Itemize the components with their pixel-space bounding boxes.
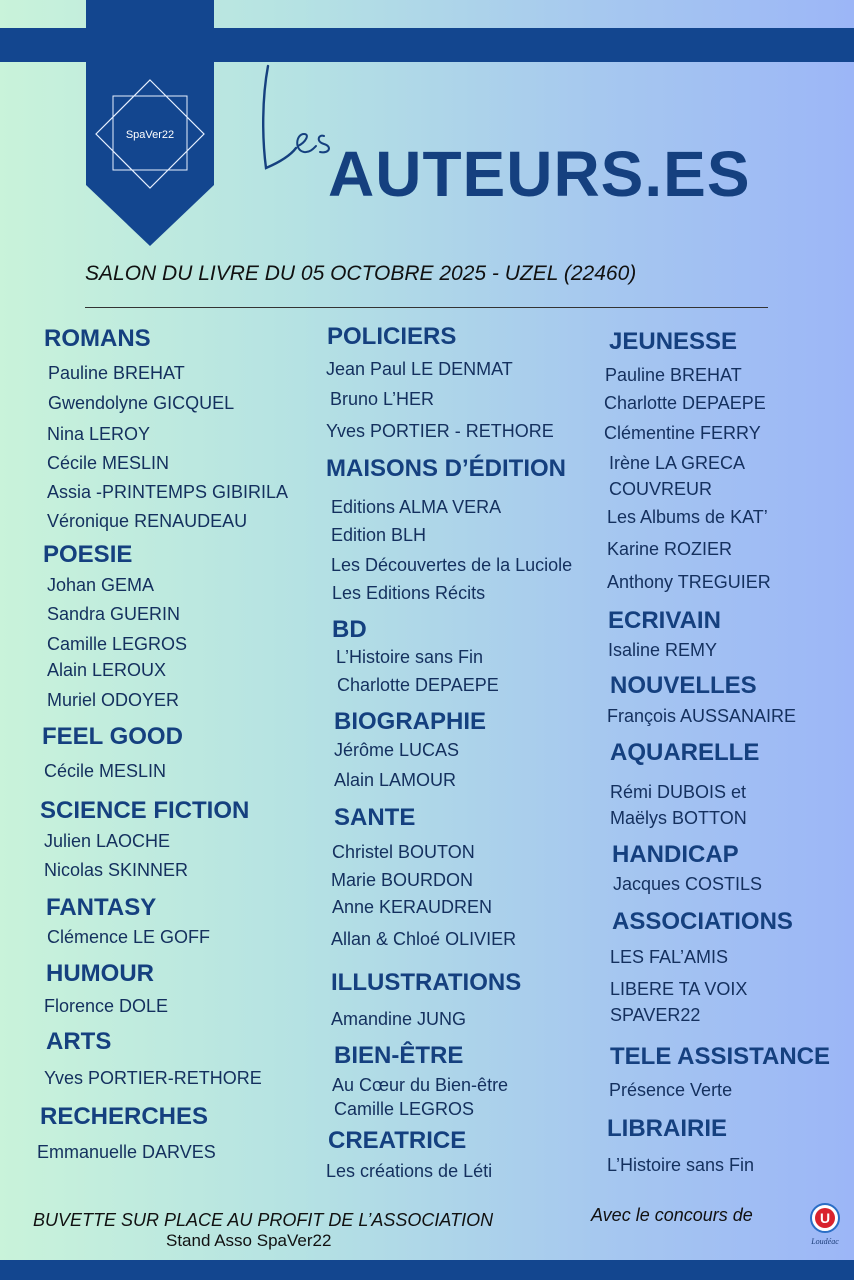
list-item: Florence DOLE bbox=[44, 996, 169, 1016]
heading-creatrice: CREATRICE bbox=[328, 1127, 467, 1154]
sponsor-logo-letter: U bbox=[819, 1210, 831, 1226]
list-item: Cécile MESLIN bbox=[47, 453, 170, 473]
list-item: Anne KERAUDREN bbox=[332, 897, 493, 917]
heading-sante: SANTE bbox=[334, 804, 416, 831]
list-item: Bruno L’HER bbox=[330, 389, 435, 409]
list-item: Alain LAMOUR bbox=[334, 770, 457, 790]
list-item: COUVREUR bbox=[609, 479, 713, 499]
list-item: Les créations de Léti bbox=[326, 1161, 493, 1181]
list-item: LES FAL’AMIS bbox=[610, 947, 729, 967]
heading-biographie: BIOGRAPHIE bbox=[334, 708, 487, 735]
list-item: Au Cœur du Bien-être bbox=[332, 1075, 509, 1095]
list-item: Marie BOURDON bbox=[331, 870, 474, 890]
heading-associations: ASSOCIATIONS bbox=[612, 908, 793, 935]
heading-tele-assistance: TELE ASSISTANCE bbox=[610, 1043, 831, 1070]
heading-ecrivain: ECRIVAIN bbox=[608, 607, 721, 634]
sponsor-logo-town: Loudéac bbox=[811, 1237, 839, 1246]
list-item: Cécile MESLIN bbox=[44, 761, 167, 781]
heading-bd: BD bbox=[332, 616, 367, 643]
heading-aquarelle: AQUARELLE bbox=[610, 739, 760, 766]
list-item: Editions ALMA VERA bbox=[331, 497, 502, 517]
list-item: Les Albums de KAT’ bbox=[607, 507, 768, 527]
list-item: Anthony TREGUIER bbox=[607, 572, 771, 592]
stand-notice: Stand Asso SpaVer22 bbox=[166, 1231, 332, 1250]
list-item: Véronique RENAUDEAU bbox=[47, 511, 248, 531]
heading-policiers: POLICIERS bbox=[327, 323, 457, 350]
heading-illustrations: ILLUSTRATIONS bbox=[331, 969, 522, 996]
heading-jeunesse: JEUNESSE bbox=[609, 328, 738, 355]
heading-bien-etre: BIEN-ÊTRE bbox=[334, 1042, 464, 1069]
list-item: Nina LEROY bbox=[47, 424, 151, 444]
list-item: Yves PORTIER - RETHORE bbox=[326, 421, 554, 441]
badge-ribbon bbox=[86, 0, 214, 246]
sponsor-label: Avec le concours de bbox=[591, 1205, 753, 1225]
list-item: Jérôme LUCAS bbox=[334, 740, 460, 760]
heading-handicap: HANDICAP bbox=[612, 841, 739, 868]
page-title: AUTEURS.ES bbox=[328, 138, 751, 210]
divider bbox=[85, 307, 768, 308]
list-item: Emmanuelle DARVES bbox=[37, 1142, 216, 1162]
list-item: Clémence LE GOFF bbox=[47, 927, 211, 947]
heading-feel-good: FEEL GOOD bbox=[42, 723, 183, 750]
heading-humour: HUMOUR bbox=[46, 960, 154, 987]
heading-fantasy: FANTASY bbox=[46, 894, 157, 921]
heading-poesie: POESIE bbox=[43, 541, 133, 568]
list-item: Yves PORTIER-RETHORE bbox=[44, 1068, 262, 1088]
list-item: L’Histoire sans Fin bbox=[607, 1155, 755, 1175]
list-item: Julien LAOCHE bbox=[44, 831, 171, 851]
list-item: Pauline BREHAT bbox=[48, 363, 185, 383]
list-item: Christel BOUTON bbox=[332, 842, 475, 862]
list-item: Alain LEROUX bbox=[47, 660, 167, 680]
list-item: Jean Paul LE DENMAT bbox=[326, 359, 513, 379]
heading-nouvelles: NOUVELLES bbox=[610, 672, 757, 699]
list-item: Amandine JUNG bbox=[331, 1009, 467, 1029]
list-item: Isaline REMY bbox=[608, 640, 718, 660]
heading-science-fiction: SCIENCE FICTION bbox=[40, 797, 250, 824]
list-item: Maëlys BOTTON bbox=[610, 808, 747, 828]
sponsor-logo bbox=[808, 1202, 842, 1248]
list-item: Les Découvertes de la Luciole bbox=[331, 555, 573, 575]
heading-recherches: RECHERCHES bbox=[40, 1103, 209, 1130]
list-item: L’Histoire sans Fin bbox=[336, 647, 484, 667]
list-item: Pauline BREHAT bbox=[605, 365, 742, 385]
list-item: Charlotte DEPAEPE bbox=[604, 393, 766, 413]
event-subtitle: SALON DU LIVRE DU 05 OCTOBRE 2025 - UZEL (22460) bbox=[85, 262, 637, 285]
heading-arts: ARTS bbox=[46, 1028, 112, 1055]
list-item: Sandra GUERIN bbox=[47, 604, 181, 624]
heading-maisons-edition: MAISONS D’ÉDITION bbox=[326, 455, 567, 482]
list-item: SPAVER22 bbox=[610, 1005, 701, 1025]
list-item: Allan & Chloé OLIVIER bbox=[331, 929, 517, 949]
list-item: François AUSSANAIRE bbox=[607, 706, 797, 726]
heading-librairie: LIBRAIRIE bbox=[607, 1115, 727, 1142]
list-item: Rémi DUBOIS et bbox=[610, 782, 747, 802]
list-item: Nicolas SKINNER bbox=[44, 860, 189, 880]
list-item: Les Editions Récits bbox=[332, 583, 486, 603]
list-item: Charlotte DEPAEPE bbox=[337, 675, 499, 695]
badge-text: SpaVer22 bbox=[125, 129, 175, 141]
list-item: Présence Verte bbox=[609, 1080, 733, 1100]
bottom-banner-bar bbox=[0, 1260, 854, 1280]
list-item: Clémentine FERRY bbox=[604, 423, 761, 443]
list-item: Gwendolyne GICQUEL bbox=[48, 393, 235, 413]
list-item: Camille LEGROS bbox=[334, 1099, 475, 1119]
list-item: Jacques COSTILS bbox=[613, 874, 763, 894]
list-item: Edition BLH bbox=[331, 525, 427, 545]
list-item: Irène LA GRECA bbox=[609, 453, 746, 473]
list-item: Camille LEGROS bbox=[47, 634, 188, 654]
list-item: LIBERE TA VOIX bbox=[610, 979, 748, 999]
list-item: Johan GEMA bbox=[47, 575, 155, 595]
heading-romans: ROMANS bbox=[44, 325, 151, 352]
list-item: Assia -PRINTEMPS GIBIRILA bbox=[47, 482, 289, 502]
buvette-notice: BUVETTE SUR PLACE AU PROFIT DE L’ASSOCIATION bbox=[33, 1210, 494, 1230]
list-item: Muriel ODOYER bbox=[47, 690, 180, 710]
list-item: Karine ROZIER bbox=[607, 539, 733, 559]
